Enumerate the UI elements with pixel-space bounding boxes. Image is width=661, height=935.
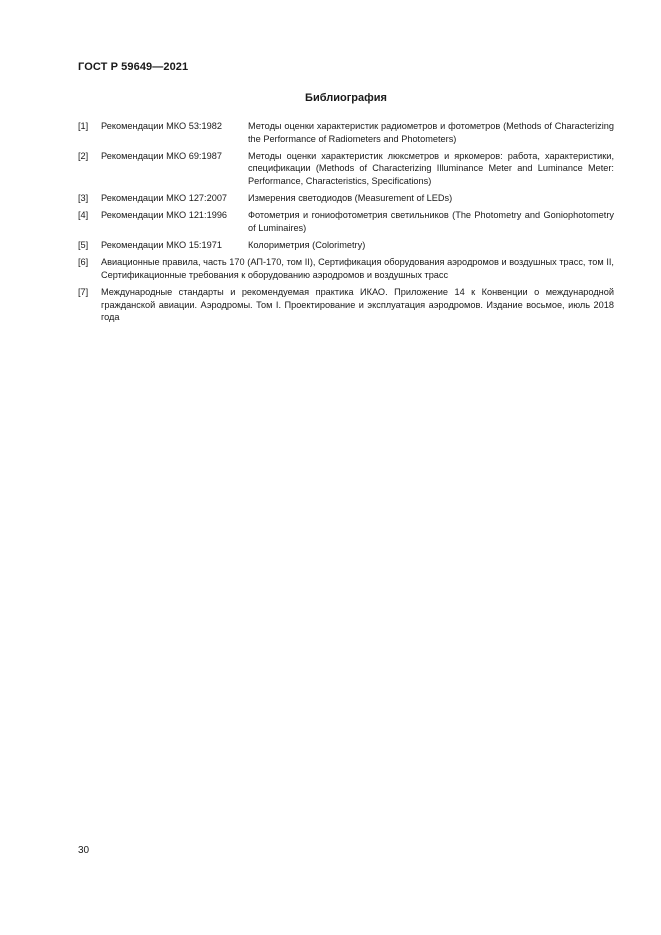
entry-text: Методы оценки характеристик радиометров и фотометров (Methods of Characterizing the Performance of Radiometers and Photometers) xyxy=(248,121,614,144)
entry-text: Международные стандарты и рекомендуемая практика ИКАО. Приложение 14 к Конвенции о международной гражданской авиации. Аэродромы. Том I. Проектирование и эксплуатация аэродромов. Издание восьмое, июль 2018 года xyxy=(101,287,614,323)
bibliography-entry-7 xyxy=(78,286,614,324)
entry-number: [3] xyxy=(78,193,89,204)
entry-source: Рекомендации МКО 15:1971 xyxy=(101,240,222,251)
entry-number: [6] xyxy=(78,257,89,268)
entry-number: [2] xyxy=(78,150,89,161)
entry-source: Рекомендации МКО 127:2007 xyxy=(101,193,228,204)
bibliography-list xyxy=(78,120,614,328)
entry-text: Фотометрия и гониофотометрия светильников (The Photometry and Goniophotometry of Luminaires) xyxy=(248,210,614,233)
entry-text: Авиационные правила, часть 170 (АП-170, том II), Сертификация оборудования аэродромов и воздушных трасс, том II, Сертификационные требования к оборудованию аэродромов и воздушных трасс xyxy=(101,257,614,280)
bibliography-entry-4 xyxy=(78,209,614,234)
section-title: Библиография xyxy=(305,92,387,104)
entry-number: [1] xyxy=(78,121,89,131)
bibliography-entry-6 xyxy=(78,256,614,281)
document-code: ГОСТ Р 59649—2021 xyxy=(78,61,189,73)
entry-number: [7] xyxy=(78,287,89,298)
bibliography-entry-1 xyxy=(78,120,614,145)
entry-source: Рекомендации МКО 53:1982 xyxy=(101,121,222,131)
entry-number: [4] xyxy=(78,210,89,221)
entry-number: [5] xyxy=(78,240,89,251)
entry-text: Колориметрия (Colorimetry) xyxy=(248,240,366,251)
bibliography-entry-2 xyxy=(78,150,614,188)
page-number: 30 xyxy=(78,845,90,856)
entry-source: Рекомендации МКО 121:1996 xyxy=(101,210,228,221)
bibliography-entry-5 xyxy=(78,239,614,252)
entry-text: Методы оценки характеристик люксметров и яркомеров: работа, характеристики, спецификации (Methods of Characterizing Illuminance Meter and Luminance Meter: Performance, Characteristics, Specifications) xyxy=(248,150,614,186)
entry-source: Рекомендации МКО 69:1987 xyxy=(101,150,222,161)
entry-text: Измерения светодиодов (Measurement of LEDs) xyxy=(248,193,453,204)
bibliography-entry-3 xyxy=(78,192,614,205)
